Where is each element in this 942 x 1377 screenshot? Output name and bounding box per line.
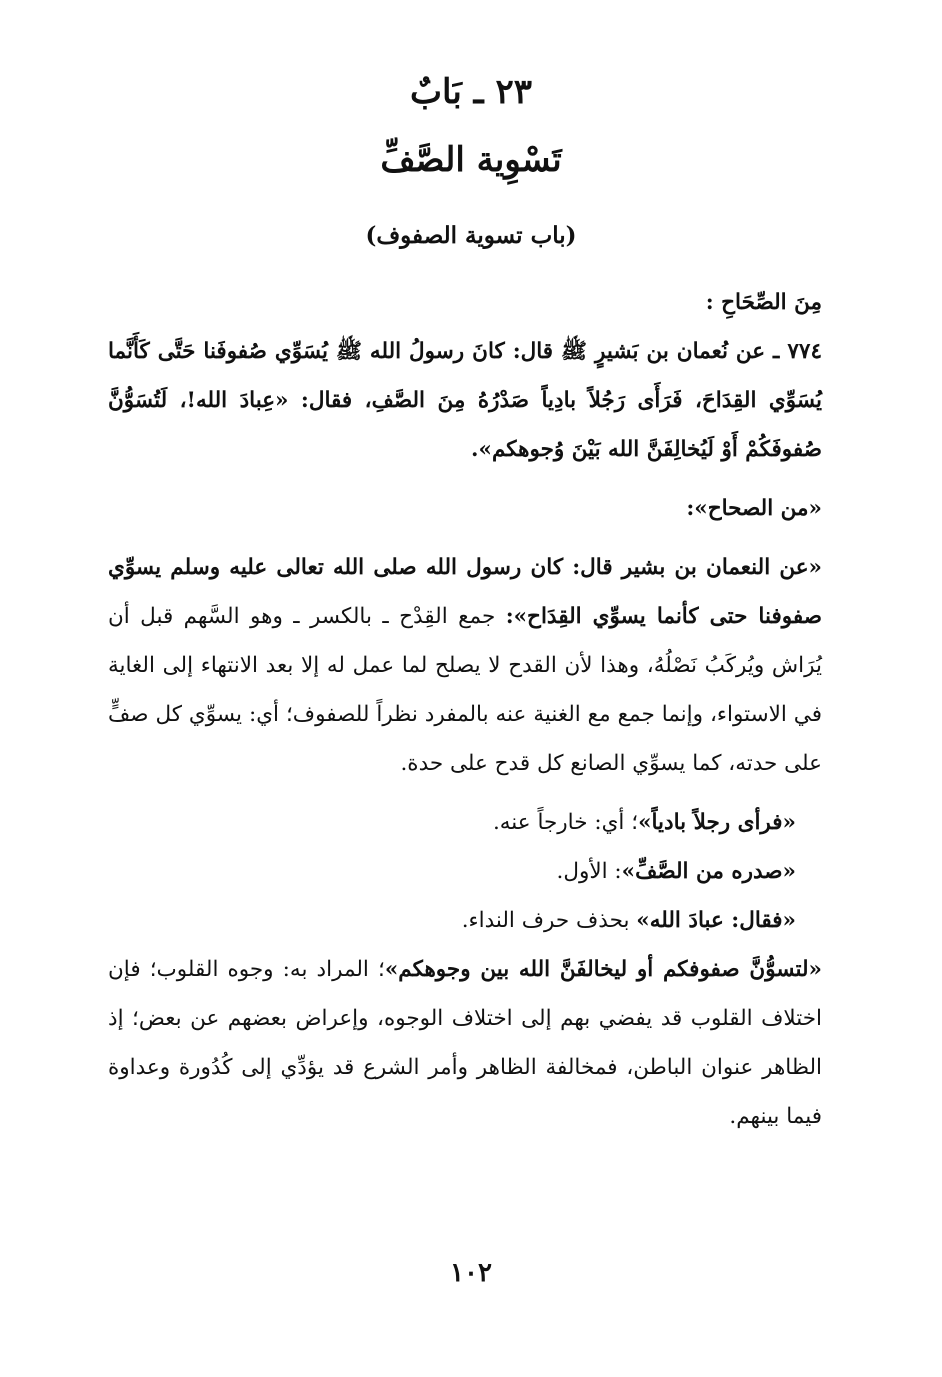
commentary-source-label: «من الصحاح»: — [686, 496, 822, 521]
gloss-quote: «صدره من الصَّفِّ» — [621, 859, 796, 884]
gloss-line — [108, 896, 822, 945]
commentary-paragraph — [108, 543, 822, 788]
source-label: مِنَ الصِّحَاحِ : — [705, 290, 822, 315]
chapter-heading: ٢٣ ـ بَابٌ — [410, 72, 532, 112]
body-text — [108, 278, 822, 1141]
gloss-line — [108, 847, 822, 896]
hadith-text: ٧٧٤ ـ عن نُعمان بن بَشيرٍ ﷺ قال: كانَ رسولُ الله ﷺ يُسَوِّي صُفوفَنا حَتَّى كَأَنَّما يُسَوِّي القِدَاحَ، فَرَأَى رَجُلاً بادِياً صَدْرُهُ مِنَ الصَّفِ، فقال: «عِبادَ الله!، لَتُسَوُّنَّ صُفوفَكُمْ أَوْ لَيُخالِفَنَّ الله بَيْنَ وُجوهكم». — [108, 339, 822, 462]
gloss-quote: «فقال: عبادَ الله» — [636, 908, 796, 933]
gloss-quote: «فرأى رجلاً بادياً» — [638, 810, 796, 835]
page-number: ١٠٢ — [450, 1258, 492, 1288]
commentary-paragraph — [108, 945, 822, 1141]
gloss-line — [108, 798, 822, 847]
gloss-explanation: : الأول. — [556, 859, 622, 884]
commentary-quote: «لتسوُّنَّ صفوفكم أو ليخالفَنَّ الله بين وجوهكم» — [384, 957, 822, 982]
gloss-explanation: ؛ أي: خارجاً عنه. — [492, 810, 639, 835]
commentary-explanation: جمع القِدْح ـ بالكسر ـ وهو السَّهم قبل أن يُرَاش ويُركَبُ نَصْلُهُ، وهذا لأن القدح لا يصلح لما عمل له إلا بعد الانتهاء إلى الغاية في الاستواء، وإنما جمع مع الغنية عنه بالمفرد نظراً للصفوف؛ أي: يسوِّي كل صفٍّ على حدته، كما يسوِّي الصانع كل قدح على حدة. — [108, 604, 822, 776]
chapter-title: تَسْوِية الصَّفِّ — [380, 140, 562, 180]
commentary-explanation: ؛ المراد به: وجوه القلوب؛ فإن اختلاف القلوب قد يفضي بهم إلى اختلاف الوجوه، وإعراض بعضهم عن بعض؛ إذ الظاهر عنوان الباطن، فمخالفة الظاهر وأمر الشرع قد يؤدِّي إلى كُدُورة وعداوة فيما بينهم. — [108, 957, 822, 1129]
section-heading: (باب تسوية الصفوف) — [365, 222, 577, 249]
commentary-quote: «عن النعمان بن بشير قال: كان رسول الله صلى الله تعالى عليه وسلم يسوِّي صفوفنا حتى كأنما يسوِّي القِدَاح»: — [108, 555, 822, 629]
gloss-explanation: بحذف حرف النداء. — [461, 908, 637, 933]
